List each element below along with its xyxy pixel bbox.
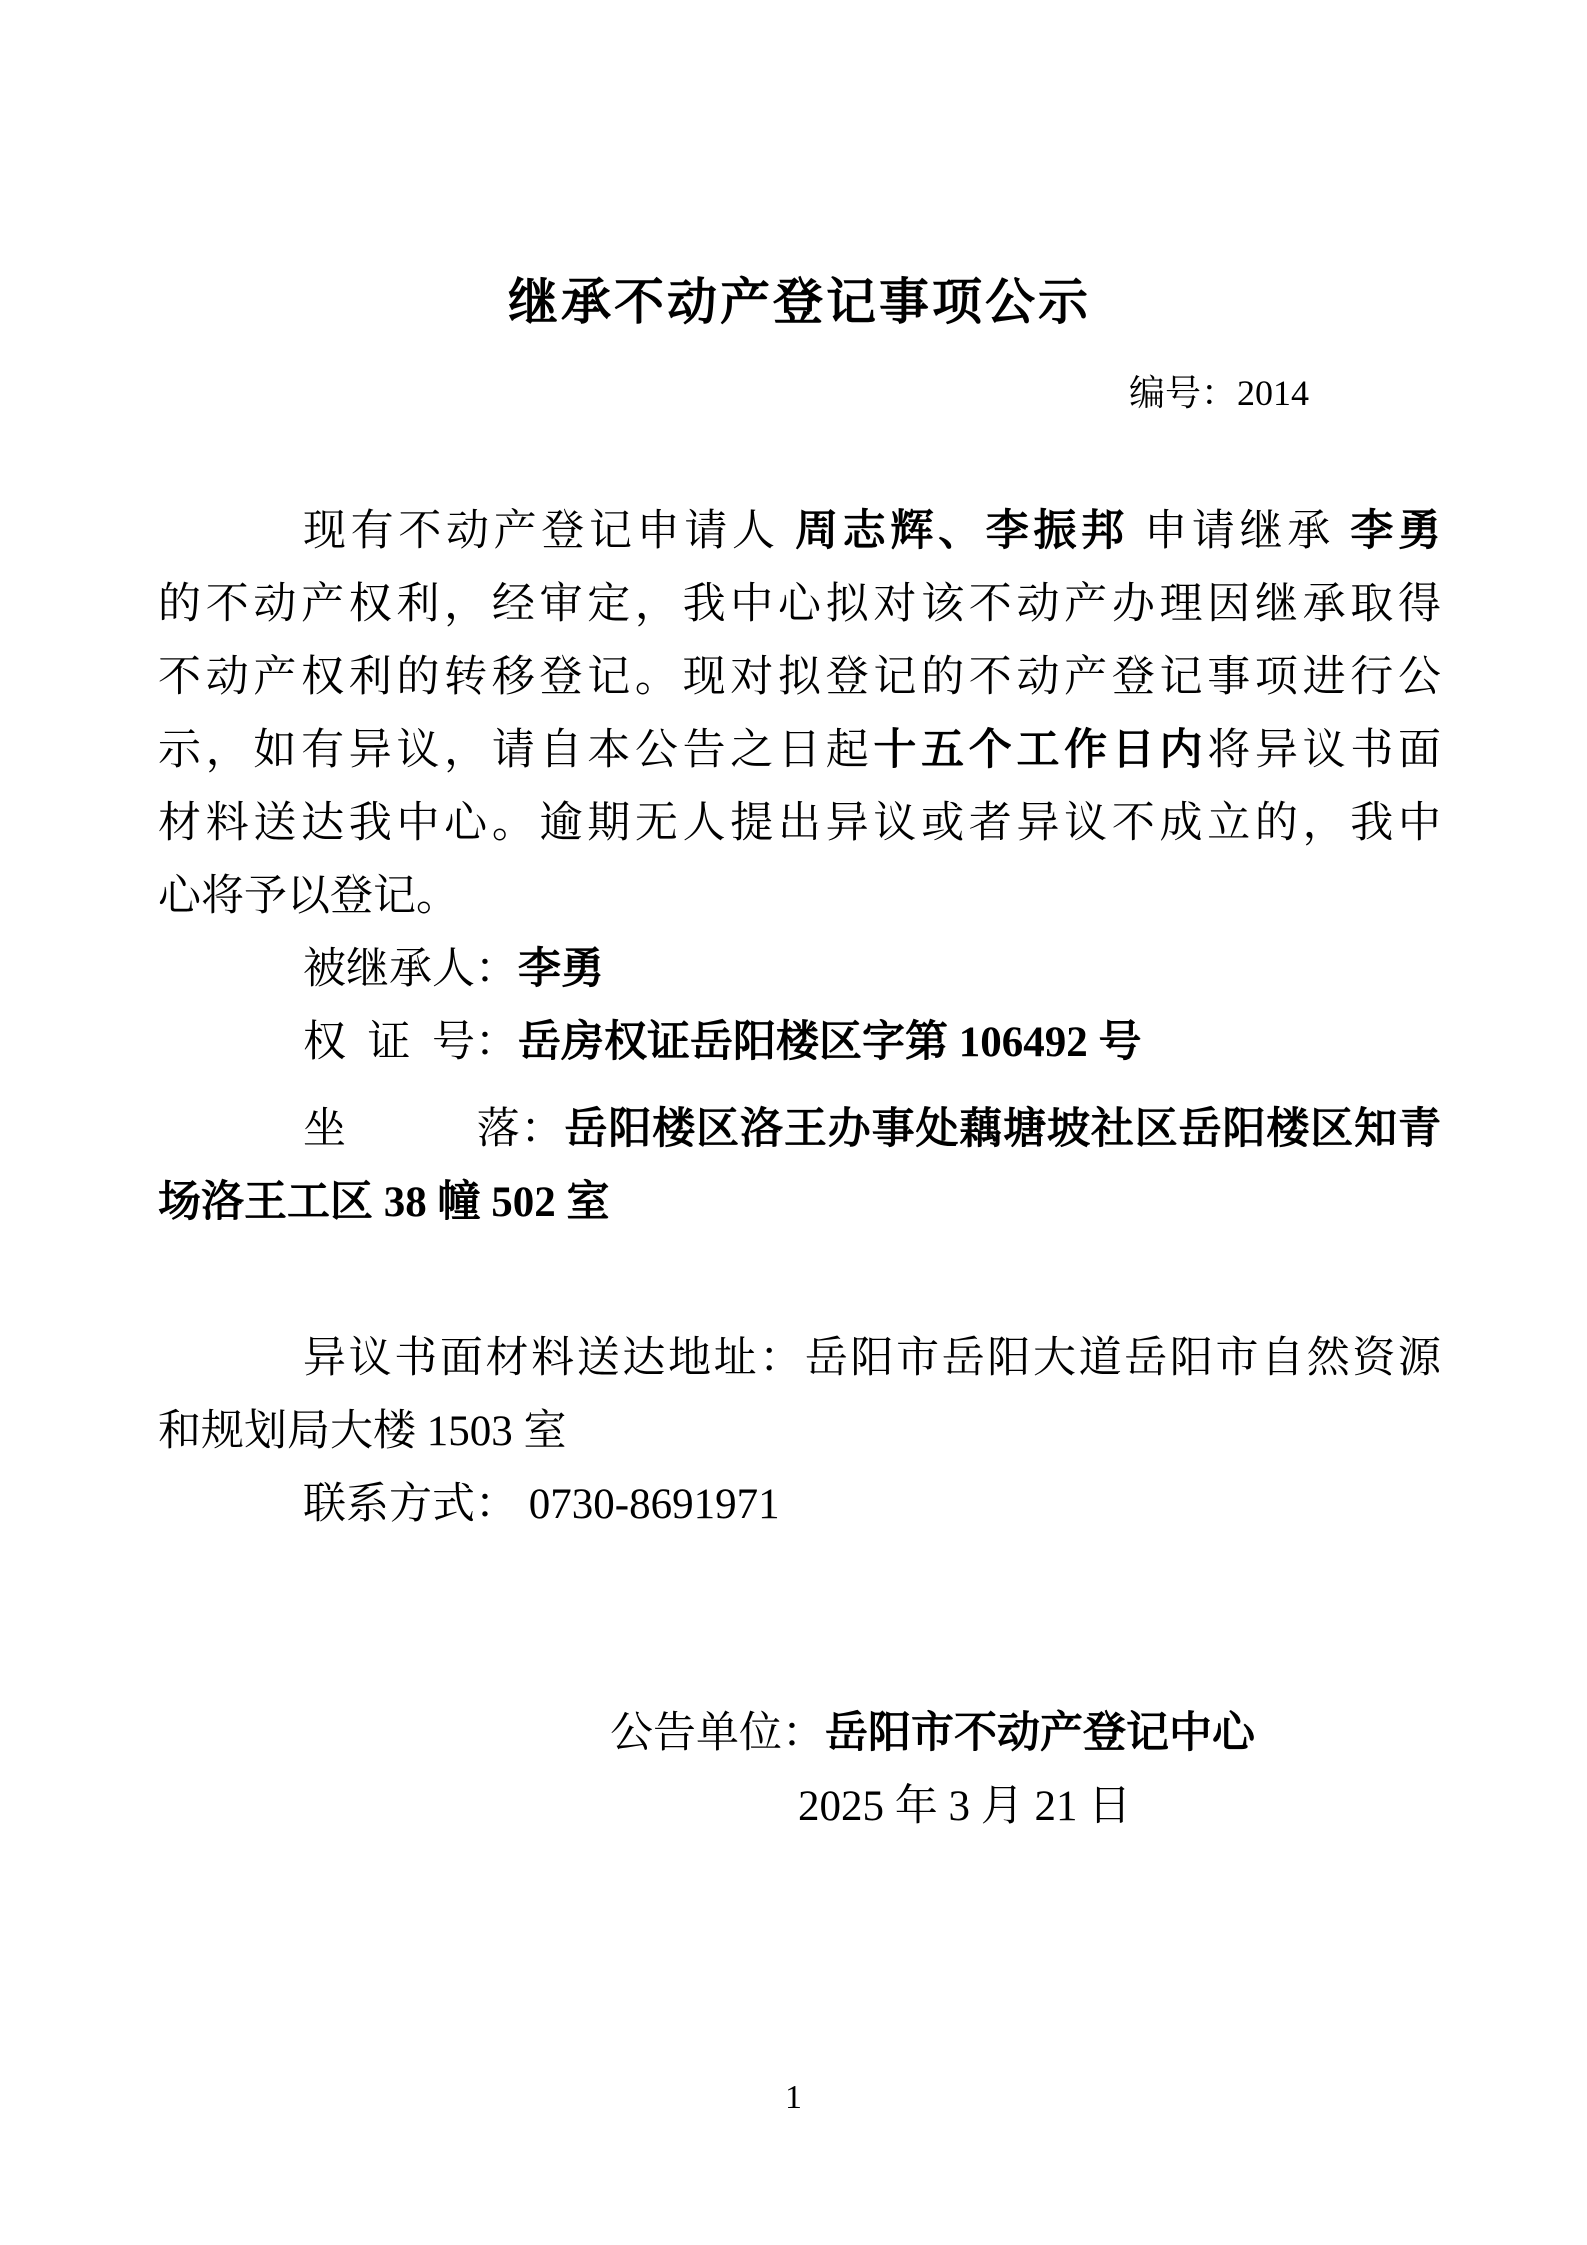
signature-issuer	[158, 1697, 1441, 1770]
field-decedent-line: 被继承人：李勇	[303, 946, 604, 993]
signature-issuer-line: 公告单位：岳阳市不动产登记中心	[610, 1710, 1255, 1757]
paragraph-line-6: 心将予以登记。	[158, 873, 459, 920]
paragraph-line-4: 示，如有异议，请自本公告之日起十五个工作日内将异议书面	[158, 727, 1442, 774]
signature-date-line: 2025 年 3 月 21 日	[798, 1783, 1132, 1830]
field-objection-line-1: 异议书面材料送达地址：岳阳市岳阳大道岳阳市自然资源	[303, 1335, 1441, 1382]
paragraph-line-2: 的不动产权利，经审定，我中心拟对该不动产办理因继承取得	[158, 581, 1441, 628]
field-objection-line-2: 和规划局大楼 1503 室	[158, 1408, 567, 1455]
document-content	[0, 270, 1587, 1843]
main-paragraph	[158, 495, 1441, 933]
field-location-line-2: 场洛王工区 38 幢 502 室	[158, 1179, 610, 1226]
serial-number: 编号：2014	[1128, 373, 1309, 413]
field-location-line-1: 坐 落：岳阳楼区洛王办事处藕塘坡社区岳阳楼区知青	[303, 1106, 1442, 1153]
paragraph-line-5: 材料送达我中心。逾期无人提出异议或者异议不成立的，我中	[158, 800, 1441, 847]
field-contact	[158, 1468, 1441, 1541]
paragraph-line-3: 不动产权利的转移登记。现对拟登记的不动产登记事项进行公	[158, 654, 1441, 701]
paragraph-line-1: 现有不动产登记申请人 周志辉、李振邦 申请继承 李勇	[303, 508, 1442, 555]
field-decedent	[158, 933, 1441, 1006]
field-contact-line: 联系方式： 0730-8691971	[303, 1481, 780, 1528]
signature-date	[158, 1770, 1441, 1843]
field-certificate-line: 权 证 号：岳房权证岳阳楼区字第 106492 号	[303, 1019, 1142, 1066]
field-objection-address	[158, 1322, 1441, 1468]
document-title: 继承不动产登记事项公示	[508, 274, 1091, 330]
field-certificate-number	[158, 1006, 1441, 1079]
field-location	[158, 1093, 1441, 1239]
page-number: 1	[785, 2079, 802, 2116]
